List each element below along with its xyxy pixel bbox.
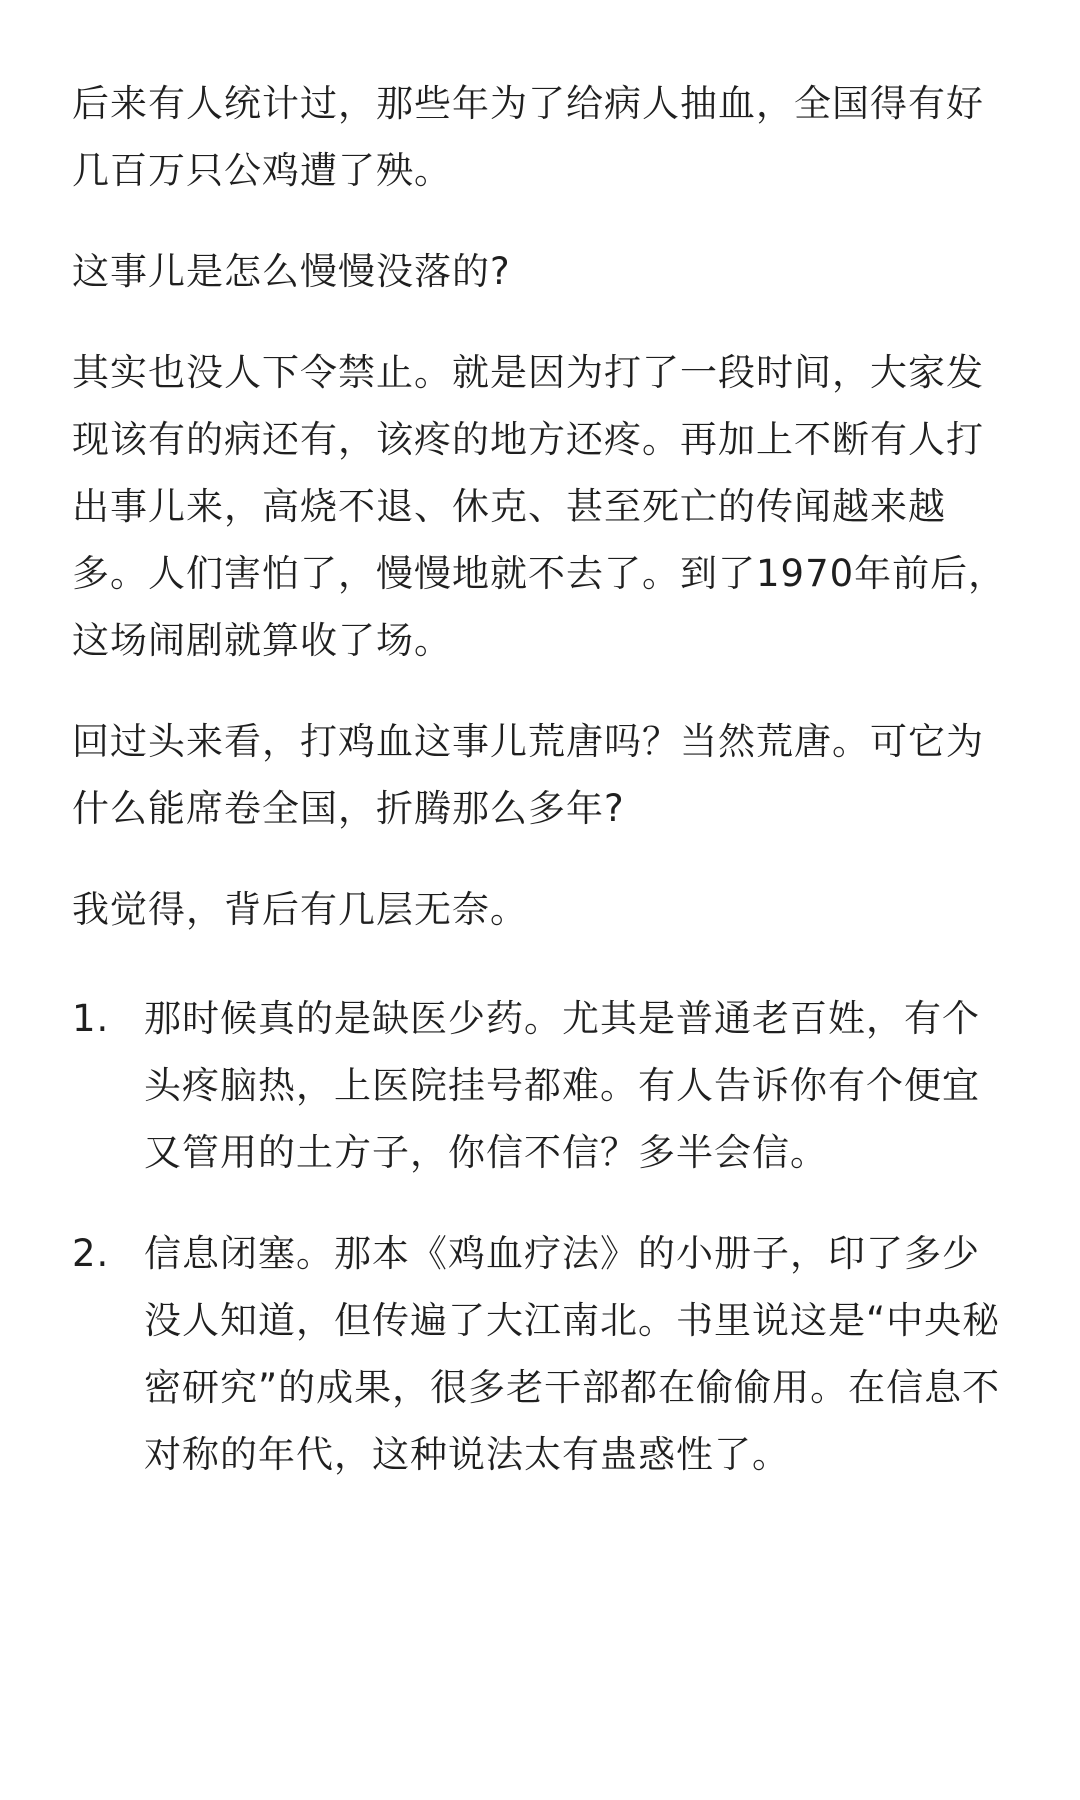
list-number: 1.: [72, 997, 110, 1040]
reasons-list: [72, 985, 1010, 1488]
list-item-text: 信息闭塞。那本《鸡血疗法》的小册子，印了多少没人知道，但传遍了大江南北。书里说这是“中央秘密研究”的成果，很多老干部都在偷偷用。在信息不对称的年代，这种说法太有蛊惑性了。: [144, 1232, 1001, 1476]
paragraph-reflection: 回过头来看，打鸡血这事儿荒唐吗？当然荒唐。可它为什么能席卷全国，折腾那么多年?: [72, 720, 984, 830]
list-item-text: 那时候真的是缺医少药。尤其是普通老百姓，有个头疼脑热，上医院挂号都难。有人告诉你有个便宜又管用的土方子，你信不信？多半会信。: [144, 997, 980, 1174]
list-item: [72, 1220, 1010, 1488]
paragraph-decline-question: 这事儿是怎么慢慢没落的?: [72, 250, 511, 293]
list-number: 2.: [72, 1232, 110, 1275]
list-item: [72, 985, 1010, 1186]
paragraph-reasons-intro: 我觉得，背后有几层无奈。: [72, 888, 528, 931]
paragraph-decline-explanation: 其实也没人下令禁止。就是因为打了一段时间，大家发现该有的病还有，该疼的地方还疼。再加上不断有人打出事儿来，高烧不退、休克、甚至死亡的传闻越来越多。人们害怕了，慢慢地就不去了。到了1970年前后，这场闹剧就算收了场。: [72, 351, 1007, 662]
paragraph-chicken-count: 后来有人统计过，那些年为了给病人抽血，全国得有好几百万只公鸡遭了殃。: [72, 82, 984, 192]
